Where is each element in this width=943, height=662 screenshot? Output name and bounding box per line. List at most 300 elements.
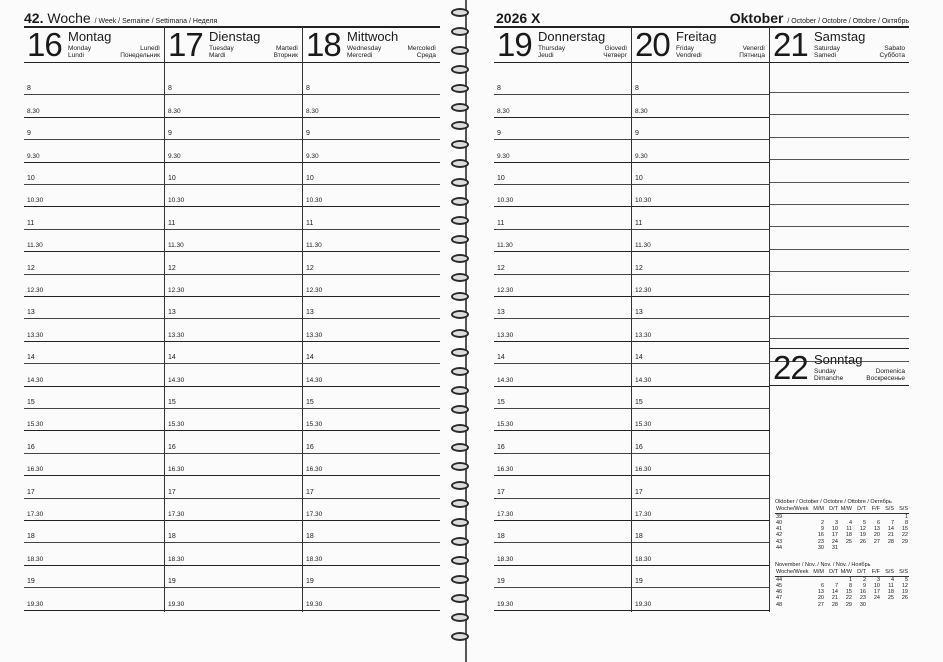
mini-calendar-cell[interactable]: 21 [887, 532, 894, 539]
mini-calendar-cell[interactable]: 46 [776, 589, 783, 596]
time-label: 14 [168, 354, 176, 362]
time-slot[interactable] [494, 498, 631, 521]
time-label: 9.30 [27, 152, 40, 160]
time-slot[interactable] [303, 498, 440, 521]
time-slot[interactable] [303, 386, 440, 409]
mini-calendar-cell[interactable]: 19 [901, 589, 908, 596]
mini-calendar-cell[interactable]: 14 [831, 589, 838, 596]
write-line [770, 159, 909, 160]
mini-calendar-cell[interactable]: 8 [848, 582, 852, 589]
day-name-ru: Среда [416, 52, 436, 59]
time-slot[interactable] [303, 139, 440, 162]
day-name-ru: Пятница [739, 52, 765, 59]
mini-calendar-cell[interactable] [867, 602, 881, 608]
mini-calendar-cell[interactable]: 1 [904, 513, 908, 520]
mini-calendar-cell[interactable] [881, 602, 895, 608]
time-slot[interactable] [24, 587, 164, 610]
time-label: 19 [497, 578, 505, 586]
mini-calendar-cell[interactable]: 20 [873, 532, 880, 539]
day-name-it: Giovedì [604, 45, 627, 52]
mini-calendar-cell[interactable]: 26 [859, 538, 866, 545]
write-line [770, 338, 909, 339]
time-label: 9.30 [497, 152, 510, 160]
mini-calendar-cell[interactable]: 13 [817, 589, 824, 596]
time-slot[interactable] [494, 587, 631, 610]
mini-calendar-header-cell: D/T [853, 506, 867, 513]
time-slot[interactable] [24, 318, 164, 341]
time-slot[interactable] [165, 229, 302, 252]
time-slot[interactable] [494, 229, 631, 252]
mini-calendar-cell[interactable] [839, 513, 853, 520]
time-slot[interactable] [632, 520, 769, 543]
time-label: 14.30 [168, 376, 185, 384]
time-slot[interactable] [24, 72, 164, 95]
time-slot[interactable] [632, 475, 769, 498]
time-label: 12.30 [168, 286, 185, 294]
time-slot[interactable] [303, 587, 440, 610]
time-slot[interactable] [24, 542, 164, 565]
time-label: 12.30 [635, 286, 652, 294]
day-column-monday [24, 26, 165, 612]
time-slot[interactable] [494, 72, 631, 95]
time-slot[interactable] [494, 184, 631, 207]
time-label: 15.30 [635, 421, 652, 429]
day-name: Montag [68, 29, 112, 44]
time-label: 11.30 [168, 242, 184, 250]
time-slot[interactable] [303, 117, 440, 140]
mini-calendar-cell[interactable] [895, 545, 909, 551]
time-slot[interactable] [165, 162, 302, 185]
mini-calendar-cell[interactable]: 30 [859, 601, 866, 608]
time-slot[interactable] [632, 587, 769, 610]
time-slot[interactable] [165, 296, 302, 319]
time-slot[interactable] [24, 251, 164, 274]
mini-calendar-cell[interactable]: 30 [817, 545, 824, 552]
time-slot[interactable] [165, 341, 302, 364]
mini-calendar-cell[interactable]: 41 [776, 526, 783, 533]
right-page [466, 0, 943, 662]
time-slot[interactable] [24, 206, 164, 229]
time-slot[interactable] [303, 341, 440, 364]
mini-calendar-cell[interactable]: 2 [820, 519, 824, 526]
mini-calendar-cell[interactable]: 18 [845, 532, 852, 539]
time-slot[interactable] [24, 520, 164, 543]
left-page [0, 0, 450, 662]
time-label: 13.30 [27, 331, 44, 339]
time-slot[interactable] [303, 251, 440, 274]
time-slot[interactable] [165, 318, 302, 341]
mini-calendar-cell[interactable] [839, 545, 853, 551]
mini-calendar-cell[interactable] [825, 513, 839, 520]
time-label: 18.30 [27, 555, 44, 563]
time-label: 19 [635, 578, 643, 586]
day-number: 21 [773, 26, 808, 63]
mini-calendar-cell[interactable] [825, 576, 839, 583]
write-line [770, 294, 909, 295]
time-label: 10.30 [168, 197, 185, 205]
day-number: 20 [635, 26, 670, 63]
time-slot[interactable] [632, 408, 769, 431]
mini-calendar-header-cell: D/T [825, 569, 839, 576]
time-slot[interactable] [165, 520, 302, 543]
time-slot[interactable] [24, 386, 164, 409]
time-slot[interactable] [303, 72, 440, 95]
mini-calendar-cell[interactable]: 28 [887, 538, 894, 545]
time-slot[interactable] [24, 117, 164, 140]
mini-calendar-cell[interactable] [867, 545, 881, 551]
mini-calendar-cell[interactable]: 7 [834, 582, 838, 589]
time-slot[interactable] [165, 475, 302, 498]
time-slot[interactable] [632, 542, 769, 565]
mini-calendar-cell[interactable]: 29 [901, 538, 908, 545]
day-column-friday [632, 26, 770, 612]
time-slot[interactable] [24, 341, 164, 364]
time-label: 13 [27, 309, 35, 317]
time-slot[interactable] [494, 408, 631, 431]
time-slot[interactable] [632, 363, 769, 386]
time-slot[interactable] [24, 184, 164, 207]
mini-calendar-cell[interactable]: 11 [846, 526, 852, 533]
day-name-en: Monday [68, 45, 92, 52]
mini-calendar-cell[interactable] [895, 602, 909, 608]
mini-calendar-header-cell: F/F [867, 506, 881, 513]
mini-calendar-cell[interactable]: 47 [776, 595, 783, 602]
time-slot[interactable] [303, 542, 440, 565]
time-slot[interactable] [24, 94, 164, 117]
mini-calendar-cell[interactable]: 9 [820, 526, 824, 533]
day-name: Donnerstag [538, 29, 606, 44]
time-slot[interactable] [494, 565, 631, 588]
time-slot[interactable] [632, 386, 769, 409]
mini-calendar-cell[interactable]: 8 [904, 519, 908, 526]
mini-calendar-cell[interactable]: 15 [845, 589, 852, 596]
mini-calendar-cell[interactable] [881, 545, 895, 551]
time-slot[interactable] [303, 520, 440, 543]
time-slot[interactable] [632, 139, 769, 162]
time-label: 13 [497, 309, 505, 317]
time-slot[interactable] [165, 251, 302, 274]
time-slot[interactable] [632, 274, 769, 297]
mini-calendar-cell[interactable]: 6 [876, 519, 880, 526]
time-label: 13 [306, 309, 314, 317]
mini-calendar-header-cell: S/S [881, 506, 895, 513]
mini-calendar-cell[interactable]: 20 [817, 595, 824, 602]
time-slot[interactable] [632, 251, 769, 274]
mini-calendar-cell[interactable] [881, 513, 895, 520]
day-name: Mittwoch [347, 29, 399, 44]
time-label: 17 [635, 488, 643, 496]
time-slot[interactable] [494, 341, 631, 364]
time-slot[interactable] [494, 274, 631, 297]
mini-calendar-cell[interactable]: 4 [890, 576, 894, 583]
mini-calendar-title: November / Nov. / Nov. / Nov. / Ноябрь [775, 562, 871, 568]
time-label: 18.30 [306, 555, 323, 563]
time-slot[interactable] [632, 229, 769, 252]
time-slot[interactable] [494, 139, 631, 162]
time-slot[interactable] [24, 274, 164, 297]
time-slot[interactable] [303, 453, 440, 476]
time-label: 14 [27, 354, 35, 362]
time-slot[interactable] [165, 408, 302, 431]
time-slot[interactable] [494, 386, 631, 409]
mini-calendar-cell[interactable]: 24 [831, 538, 838, 545]
time-slot[interactable] [632, 206, 769, 229]
time-label: 8.30 [27, 107, 40, 115]
mini-calendar-cell[interactable]: 23 [859, 595, 866, 602]
time-slot[interactable] [303, 274, 440, 297]
day-number: 22 [773, 349, 808, 386]
time-slot[interactable] [632, 498, 769, 521]
time-label: 14.30 [635, 376, 652, 384]
mini-calendar-cell[interactable]: 23 [817, 538, 824, 545]
mini-calendar-row [775, 545, 909, 551]
time-slot[interactable] [494, 94, 631, 117]
time-label: 17 [27, 488, 35, 496]
time-label: 16 [168, 443, 176, 451]
time-slot[interactable] [165, 542, 302, 565]
time-slot[interactable] [165, 117, 302, 140]
mini-calendar-cell[interactable]: 12 [901, 582, 908, 589]
mini-calendar-cell[interactable] [811, 513, 825, 520]
day-name-it: Venerdì [742, 45, 765, 52]
time-slot[interactable] [303, 206, 440, 229]
mini-calendar-cell[interactable]: 27 [873, 538, 880, 545]
mini-calendar-cell[interactable]: 9 [862, 582, 866, 589]
week-number: 42. [24, 10, 44, 26]
time-label: 11.30 [27, 242, 43, 250]
mini-calendar-cell[interactable]: 4 [848, 519, 852, 526]
time-slot[interactable] [303, 430, 440, 453]
mini-calendar-cell[interactable]: 10 [831, 526, 838, 533]
mini-calendar-cell[interactable]: 26 [901, 595, 908, 602]
time-slot[interactable] [494, 251, 631, 274]
time-slot[interactable] [494, 162, 631, 185]
time-label: 8 [497, 85, 501, 93]
time-label: 16.30 [168, 466, 185, 474]
time-slot[interactable] [165, 363, 302, 386]
time-slot[interactable] [24, 363, 164, 386]
time-slot[interactable] [165, 430, 302, 453]
mini-calendar-cell[interactable]: 39 [776, 513, 783, 520]
time-label: 11 [27, 219, 35, 227]
time-slot[interactable] [165, 72, 302, 95]
time-label: 15 [27, 398, 35, 406]
time-slot[interactable] [632, 184, 769, 207]
write-line [770, 137, 909, 138]
mini-calendar-cell[interactable]: 29 [845, 601, 852, 608]
mini-calendar-header-cell: D/T [825, 506, 839, 513]
time-slot[interactable] [632, 296, 769, 319]
day-header [632, 26, 769, 63]
day-name: Freitag [676, 29, 717, 44]
mini-calendar-cell[interactable]: 31 [831, 545, 838, 552]
time-label: 19.30 [27, 600, 44, 608]
mini-calendar-cell[interactable] [867, 513, 881, 520]
mini-calendar-cell[interactable]: 5 [904, 576, 908, 583]
mini-calendar-cell[interactable]: 14 [887, 526, 894, 533]
mini-calendar-cell[interactable]: 7 [890, 519, 894, 526]
mini-calendar-cell[interactable]: 1 [848, 576, 852, 583]
mini-calendar-cell[interactable]: 27 [817, 601, 824, 608]
mini-calendar-cell[interactable]: 19 [859, 532, 866, 539]
time-slot[interactable] [24, 139, 164, 162]
time-label: 9.30 [306, 152, 319, 160]
time-slot[interactable] [303, 318, 440, 341]
time-label: 12 [27, 264, 35, 272]
time-label: 9 [306, 130, 310, 138]
mini-calendar-cell[interactable]: 48 [776, 601, 783, 608]
mini-calendar-cell[interactable]: 22 [845, 595, 852, 602]
time-label: 17 [168, 488, 176, 496]
time-slot[interactable] [24, 296, 164, 319]
mini-calendar-cell[interactable]: 16 [817, 532, 824, 539]
time-slot[interactable] [165, 453, 302, 476]
day-name-en: Thursday [538, 45, 566, 52]
time-slot[interactable] [24, 430, 164, 453]
mini-calendar-cell[interactable]: 24 [873, 595, 880, 602]
time-slot[interactable] [165, 184, 302, 207]
time-slot[interactable] [24, 565, 164, 588]
time-label: 15.30 [168, 421, 185, 429]
time-slot[interactable] [632, 453, 769, 476]
time-slot[interactable] [632, 117, 769, 140]
time-slot[interactable] [632, 430, 769, 453]
time-label: 9 [27, 130, 31, 138]
mini-calendar-cell[interactable]: 22 [901, 532, 908, 539]
mini-calendar-cell[interactable]: 3 [834, 519, 838, 526]
mini-calendar-cell[interactable]: 21 [831, 595, 838, 602]
write-line [770, 316, 909, 317]
mini-calendar-header-cell: S/S [895, 506, 909, 513]
day-name: Samstag [814, 29, 866, 44]
mini-calendar-cell[interactable] [811, 576, 825, 583]
time-slot[interactable] [303, 408, 440, 431]
mini-calendar-cell[interactable]: 5 [862, 519, 866, 526]
time-slot[interactable] [494, 520, 631, 543]
time-slot[interactable] [494, 453, 631, 476]
mini-calendar-cell[interactable]: 10 [873, 582, 880, 589]
mini-calendar-cell[interactable]: 6 [820, 582, 824, 589]
time-slot[interactable] [494, 206, 631, 229]
time-label: 19.30 [635, 600, 652, 608]
mini-calendar-cell[interactable]: 16 [859, 589, 866, 596]
time-label: 11.30 [635, 242, 651, 250]
time-label: 18 [635, 533, 643, 541]
mini-calendar-header-cell: S/S [895, 569, 909, 576]
time-slot[interactable] [165, 139, 302, 162]
mini-calendar-cell[interactable]: 25 [845, 538, 852, 545]
write-line [770, 182, 909, 183]
mini-calendar-cell[interactable]: 25 [887, 595, 894, 602]
time-label: 16.30 [27, 466, 44, 474]
time-slot[interactable] [303, 229, 440, 252]
time-slot[interactable] [494, 475, 631, 498]
time-slot[interactable] [165, 587, 302, 610]
time-label: 8.30 [635, 107, 648, 115]
time-label: 17.30 [635, 510, 652, 518]
time-label: 10 [27, 174, 35, 182]
time-label: 14.30 [497, 376, 514, 384]
mini-calendar-cell[interactable] [853, 513, 867, 520]
time-slot[interactable] [303, 363, 440, 386]
time-slot[interactable] [494, 363, 631, 386]
mini-calendar-cell[interactable]: 42 [776, 532, 783, 539]
time-slot[interactable] [165, 386, 302, 409]
time-slot[interactable] [632, 318, 769, 341]
time-slot[interactable] [494, 296, 631, 319]
time-slot[interactable] [632, 162, 769, 185]
mini-calendar-cell[interactable]: 13 [873, 526, 880, 533]
mini-calendar-cell[interactable]: 18 [887, 589, 894, 596]
mini-calendar-cell[interactable]: 44 [776, 576, 783, 583]
time-slot[interactable] [494, 318, 631, 341]
time-label: 11 [497, 219, 505, 227]
time-label: 10 [168, 174, 176, 182]
time-slot[interactable] [165, 206, 302, 229]
mini-calendar-cell[interactable]: 11 [888, 582, 894, 589]
time-slot[interactable] [632, 94, 769, 117]
time-slot[interactable] [303, 475, 440, 498]
mini-calendar-cell[interactable]: 44 [776, 545, 783, 552]
mini-calendar-cell[interactable]: 43 [776, 538, 783, 545]
mini-calendar-cell[interactable]: 40 [776, 519, 783, 526]
time-label: 10 [497, 174, 505, 182]
month-translations: / October / Octobre / Ottobre / Октябрь [787, 18, 909, 25]
time-slot[interactable] [24, 229, 164, 252]
mini-calendar-cell[interactable]: 17 [873, 589, 880, 596]
day-name: Dienstag [209, 29, 261, 44]
time-slot[interactable] [24, 498, 164, 521]
mini-calendar-cell[interactable]: 15 [901, 526, 908, 533]
time-slot[interactable] [303, 162, 440, 185]
mini-calendar-cell[interactable]: 45 [776, 582, 783, 589]
time-slot[interactable] [165, 565, 302, 588]
time-slot[interactable] [632, 565, 769, 588]
time-slot[interactable] [494, 542, 631, 565]
time-slot[interactable] [303, 565, 440, 588]
mini-calendar-title: Oktober / October / Octobre / Ottobre / Октябрь [775, 499, 892, 505]
time-slot[interactable] [24, 453, 164, 476]
time-slot[interactable] [24, 475, 164, 498]
time-slot[interactable] [494, 430, 631, 453]
time-slot[interactable] [24, 162, 164, 185]
time-slot[interactable] [24, 408, 164, 431]
time-slot[interactable] [303, 94, 440, 117]
time-label: 16.30 [497, 466, 514, 474]
mini-calendar-cell[interactable]: 17 [831, 532, 838, 539]
mini-calendar-cell[interactable]: 12 [859, 526, 866, 533]
time-slot[interactable] [165, 498, 302, 521]
time-label: 16 [635, 443, 643, 451]
time-slot[interactable] [303, 296, 440, 319]
time-slot[interactable] [632, 72, 769, 95]
time-slot[interactable] [632, 341, 769, 364]
day-column-thursday [494, 26, 632, 612]
day-name-en: Wednesday [347, 45, 382, 52]
time-slot[interactable] [165, 274, 302, 297]
time-slot[interactable] [303, 184, 440, 207]
mini-calendar-cell[interactable]: 3 [876, 576, 880, 583]
mini-calendar-cell[interactable] [853, 545, 867, 551]
mini-calendar-header-cell: S/S [881, 569, 895, 576]
time-label: 13 [635, 309, 643, 317]
mini-calendar-cell[interactable]: 2 [862, 576, 866, 583]
time-label: 12 [168, 264, 176, 272]
mini-calendar-cell[interactable]: 28 [831, 601, 838, 608]
time-label: 8 [27, 85, 31, 93]
time-slot[interactable] [494, 117, 631, 140]
time-slot[interactable] [165, 94, 302, 117]
